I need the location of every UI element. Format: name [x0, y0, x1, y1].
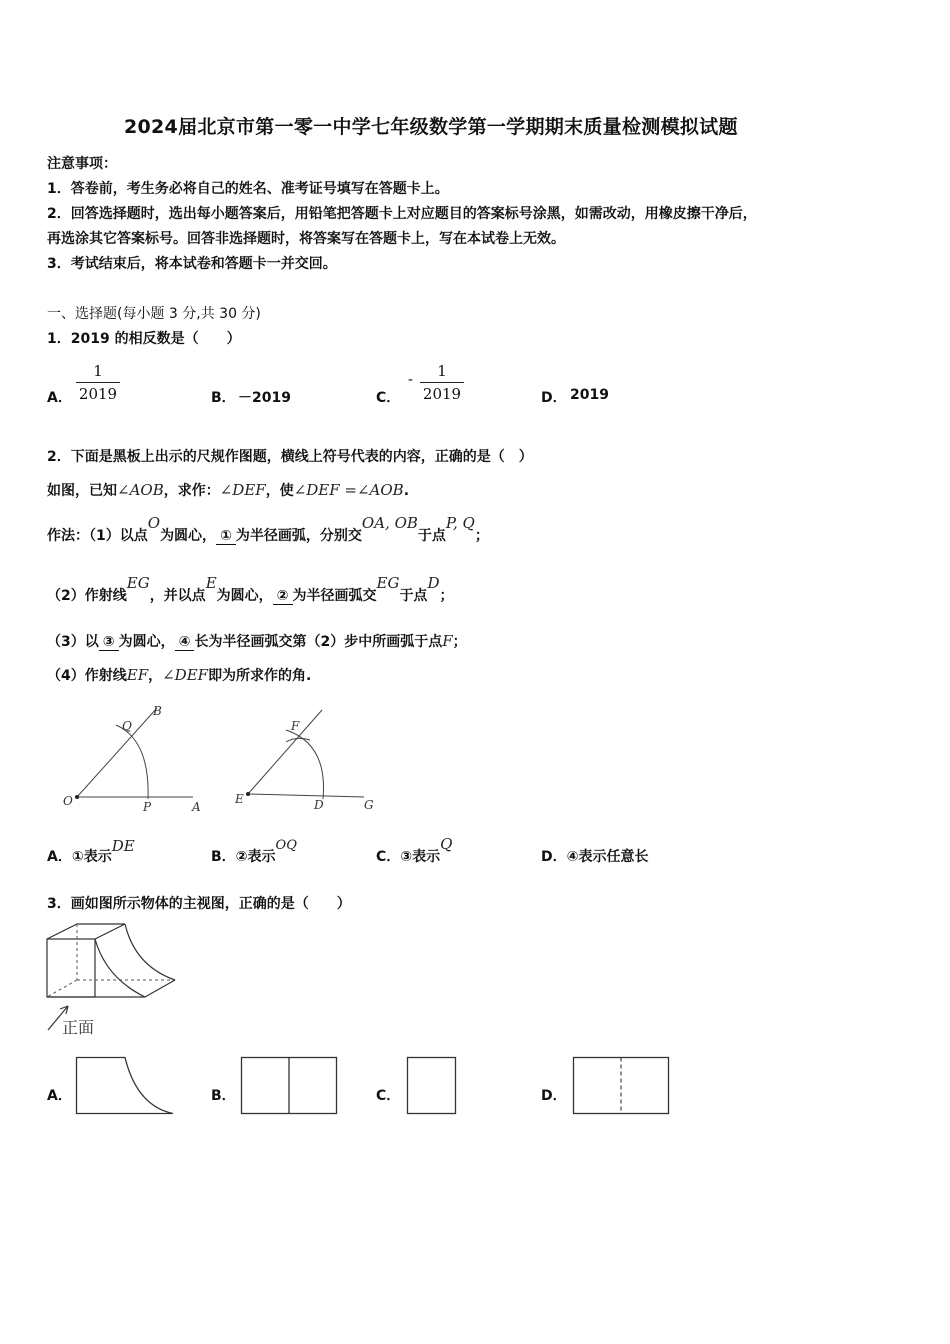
q1-a-numerator: 1 — [93, 362, 103, 380]
top-face — [47, 924, 125, 939]
text: （3）以 — [47, 634, 99, 650]
math-eg: EG — [126, 574, 150, 592]
math-oa-ob: OA, OB — [361, 514, 418, 532]
notice-item-3: 3．考试结束后，将本试卷和答题卡一并交回。 — [47, 256, 337, 272]
label-f: F — [291, 719, 300, 733]
ray-ef — [248, 710, 322, 794]
q3-option-b-figure — [240, 1056, 338, 1116]
q2-line-3 — [47, 574, 454, 605]
q1-option-d-text: 2019 — [570, 387, 609, 403]
q2-line-4 — [47, 631, 467, 651]
q2-stem: 2．下面是黑板上出示的尺规作图题，横线上符号代表的内容，正确的是（ ） — [47, 449, 533, 465]
text: A．①表示 — [47, 849, 112, 865]
section-heading: 一、选择题(每小题 3 分,共 30 分) — [47, 306, 261, 322]
text: ，求作： — [163, 483, 220, 499]
label-q: Q — [122, 719, 132, 733]
math-ef: EF — [126, 666, 149, 684]
q3-stem: 3．画如图所示物体的主视图，正确的是（ ） — [47, 896, 351, 912]
math-oq: OQ — [275, 838, 297, 853]
text: （4）作射线 — [47, 668, 127, 684]
label-p: P — [143, 800, 152, 814]
q1-option-c-sign: - — [408, 372, 414, 388]
front-label: 正面 — [62, 1018, 95, 1037]
math-o: O — [147, 514, 161, 532]
q1-option-a-label: A． — [47, 390, 72, 406]
math-eg: EG — [376, 574, 400, 592]
text: 于点 — [399, 588, 428, 604]
q2-option-b — [211, 838, 297, 866]
math-e: E — [205, 574, 217, 592]
q1-c-denominator: 2019 — [422, 385, 462, 403]
text: 于点 — [417, 528, 446, 544]
view-shape — [408, 1058, 456, 1114]
q2-line-2 — [47, 514, 489, 545]
figure-angle-def — [228, 700, 378, 815]
page-title: 2024届北京市第一零一中学七年级数学第一学期期末质量检测模拟试题 — [124, 116, 738, 138]
q3-option-c-figure — [406, 1056, 458, 1116]
q1-option-b-text: －2019 — [238, 390, 291, 406]
text: ，并以点 — [149, 588, 206, 604]
text: ； — [439, 588, 454, 604]
q3-option-a-figure — [75, 1056, 175, 1116]
math-equation: ∠DEF =∠AOB — [293, 481, 404, 499]
text: 为圆心， — [118, 634, 175, 650]
bottom-edge — [145, 980, 175, 997]
text: ， — [148, 668, 163, 684]
blank-3: ③ — [99, 634, 119, 651]
label-e: E — [235, 792, 244, 806]
text: （2）作射线 — [47, 588, 127, 604]
curve-front — [95, 939, 145, 997]
text: C．③表示 — [376, 849, 441, 865]
q2-option-c — [376, 835, 453, 866]
front-face — [47, 939, 95, 997]
ray-ob — [77, 708, 157, 797]
math-d: D — [427, 574, 440, 592]
notice-item-2-line-1: 2．回答选择题时，选出每小题答案后，用铅笔把答题卡上对应题目的答案标号涂黑，如需改动，用橡皮擦干净后， — [47, 206, 757, 222]
q1-option-c-fraction — [420, 361, 464, 404]
q3-option-d-label: D． — [541, 1088, 567, 1104]
q1-a-denominator: 2019 — [78, 385, 118, 403]
fraction-bar — [76, 382, 120, 383]
text: ； — [452, 634, 467, 650]
blank-1: ① — [216, 528, 236, 545]
blank-4: ④ — [175, 634, 195, 651]
q1-stem: 1．2019 的相反数是（ ） — [47, 331, 241, 347]
q1-option-d-label: D． — [541, 390, 567, 406]
text: ，使 — [265, 483, 294, 499]
text: 为半径画弧，分别交 — [235, 528, 362, 544]
q3-option-c-label: C． — [376, 1088, 401, 1104]
q1-option-a-fraction — [76, 361, 120, 404]
arc-pq — [116, 725, 148, 799]
text: 为圆心， — [216, 588, 273, 604]
point-o — [75, 795, 79, 799]
notice-item-1: 1．答卷前，考生务必将自己的姓名、准考证号填写在答题卡上。 — [47, 181, 449, 197]
math-angle-def: ∠DEF — [219, 481, 266, 499]
q2-line-5 — [47, 665, 311, 685]
label-b: B — [153, 704, 162, 718]
q3-option-a-label: A． — [47, 1088, 72, 1104]
math-p-q: P, Q — [445, 514, 475, 532]
text: 为半径画弧交 — [292, 588, 377, 604]
ray-eg — [248, 794, 364, 797]
math-q: Q — [440, 835, 453, 853]
q3-option-b-label: B． — [211, 1088, 236, 1104]
figure-angle-aob — [60, 700, 210, 815]
notice-heading: 注意事项： — [47, 156, 117, 172]
q2-line-1 — [47, 480, 409, 500]
label-a: A — [192, 800, 201, 814]
q3-option-d-figure — [572, 1056, 670, 1116]
q1-option-b-label: B． — [211, 390, 236, 406]
q1-option-c-label: C． — [376, 390, 401, 406]
label-o: O — [63, 794, 73, 808]
math-angle-aob: ∠AOB — [117, 481, 164, 499]
text: 长为半径画弧交第（2）步中所画弧于点 — [194, 634, 443, 650]
math-f: F — [442, 632, 453, 650]
label-g: G — [364, 798, 374, 812]
text: B．②表示 — [211, 849, 276, 865]
text: 即为所求作的角. — [208, 668, 312, 684]
q2-option-d: D．④表示任意长 — [541, 849, 649, 865]
blank-2: ② — [273, 588, 293, 605]
arc-df — [286, 730, 324, 799]
q1-c-numerator: 1 — [437, 362, 447, 380]
text: 如图，已知 — [47, 483, 117, 499]
hidden-edge — [47, 980, 77, 997]
text: 作法：（1）以点 — [47, 528, 148, 544]
point-e — [246, 792, 250, 796]
math-de: DE — [111, 837, 135, 855]
view-shape — [77, 1058, 174, 1114]
q2-option-a — [47, 837, 135, 866]
math-angle-def: ∠DEF — [162, 666, 209, 684]
label-d: D — [314, 798, 324, 812]
text: . — [403, 483, 410, 499]
text: 为圆心， — [160, 528, 217, 544]
fraction-bar — [420, 382, 464, 383]
curve-back — [125, 924, 175, 980]
text: ； — [474, 528, 489, 544]
notice-item-2-line-2: 再选涂其它答案标号。回答非选择题时，将答案写在答题卡上，写在本试卷上无效。 — [47, 231, 565, 247]
